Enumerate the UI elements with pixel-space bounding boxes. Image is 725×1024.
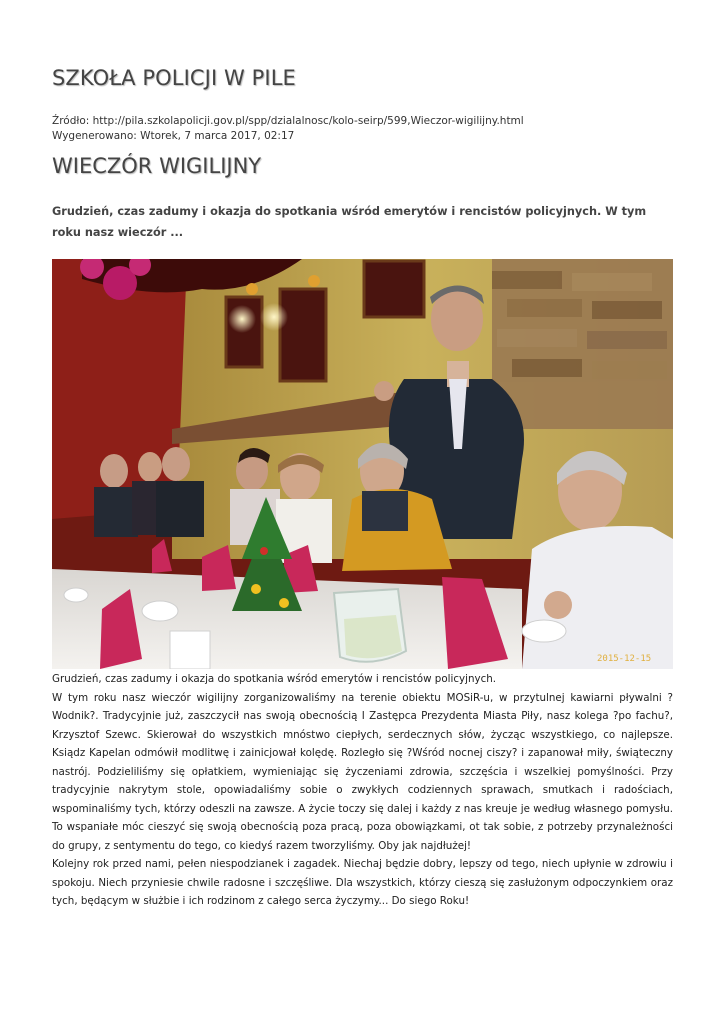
article-photo (52, 259, 673, 669)
article-paragraph-2: W tym roku nasz wieczór wigilijny zorganizowaliśmy na terenie obiektu MOSiR-u, w przytulnej kawiarni pływalni ?Wodnik?. Tradycyjnie już, zaszczycił nas swoją obecnością I Zastępca Prezydenta Miasta Piły, nasz kolega ?po fachu?, Krzysztof Szewc. Skierował do wszystkich mnóstwo ciepłych, serdecznych słów, życząc wszystkiego, co najlepsze. Ksiądz Kapelan odmówił modlitwę i zainicjował kolędę. Rozległo się ?Wśród nocnej ciszy? i zapanował miły, świąteczny nastrój. Podzieliliśmy się opłatkiem, wymieniając się życzeniami zdrowia, szczęścia i wszelkiej pomyślności. Przy tradycyjnie nakrytym stole, opowiadaliśmy sobie o zwykłych codziennych sprawach, smutkach i radościach, wspominaliśmy tych, którzy odeszli na zawsze. A życie toczy się dalej i każdy z nas kreuje je według własnego pomysłu. To wspaniałe móc cieszyć się swoją obecnością poza pracą, poza obowiązkami, ot tak sobie, z potrzeby przynależności do grupy, z sentymentu do tego, co kiedyś razem tworzyliśmy. Oby jak najdłużej! (52, 691, 673, 852)
site-title: SZKOŁA POLICJI W PILE (52, 66, 296, 90)
photo-date-stamp: 2015-12-15 (597, 654, 652, 664)
source-line: Źródło: http://pila.szkolapolicji.gov.pl/spp/dzialalnosc/kolo-seirp/599,Wieczor-wigilijny.html (52, 115, 524, 127)
article-lead: Grudzień, czas zadumy i okazja do spotkania wśród emerytów i rencistów policyjnych. W tym roku nasz wieczór ... (52, 205, 647, 239)
article-title: WIECZÓR WIGILIJNY (52, 154, 262, 178)
article-paragraph-1: Grudzień, czas zadumy i okazja do spotkania wśród emerytów i rencistów policyjnych. (52, 673, 497, 685)
document-meta (52, 114, 524, 144)
article-paragraph-3: Kolejny rok przed nami, pełen niespodzianek i zagadek. Niechaj będzie dobry, lepszy od tego, niech upłynie w zdrowiu i spokoju. Niech przyniesie chwile radosne i szczęśliwe. Dla wszystkich, którzy cieszą się zasłużonym odpoczynkiem oraz tych, będącym w służbie i ich rodzinom z całego serca życzymy... Do siego Roku! (52, 858, 673, 907)
generated-line: Wygenerowano: Wtorek, 7 marca 2017, 02:17 (52, 130, 295, 142)
article-body (52, 670, 673, 911)
